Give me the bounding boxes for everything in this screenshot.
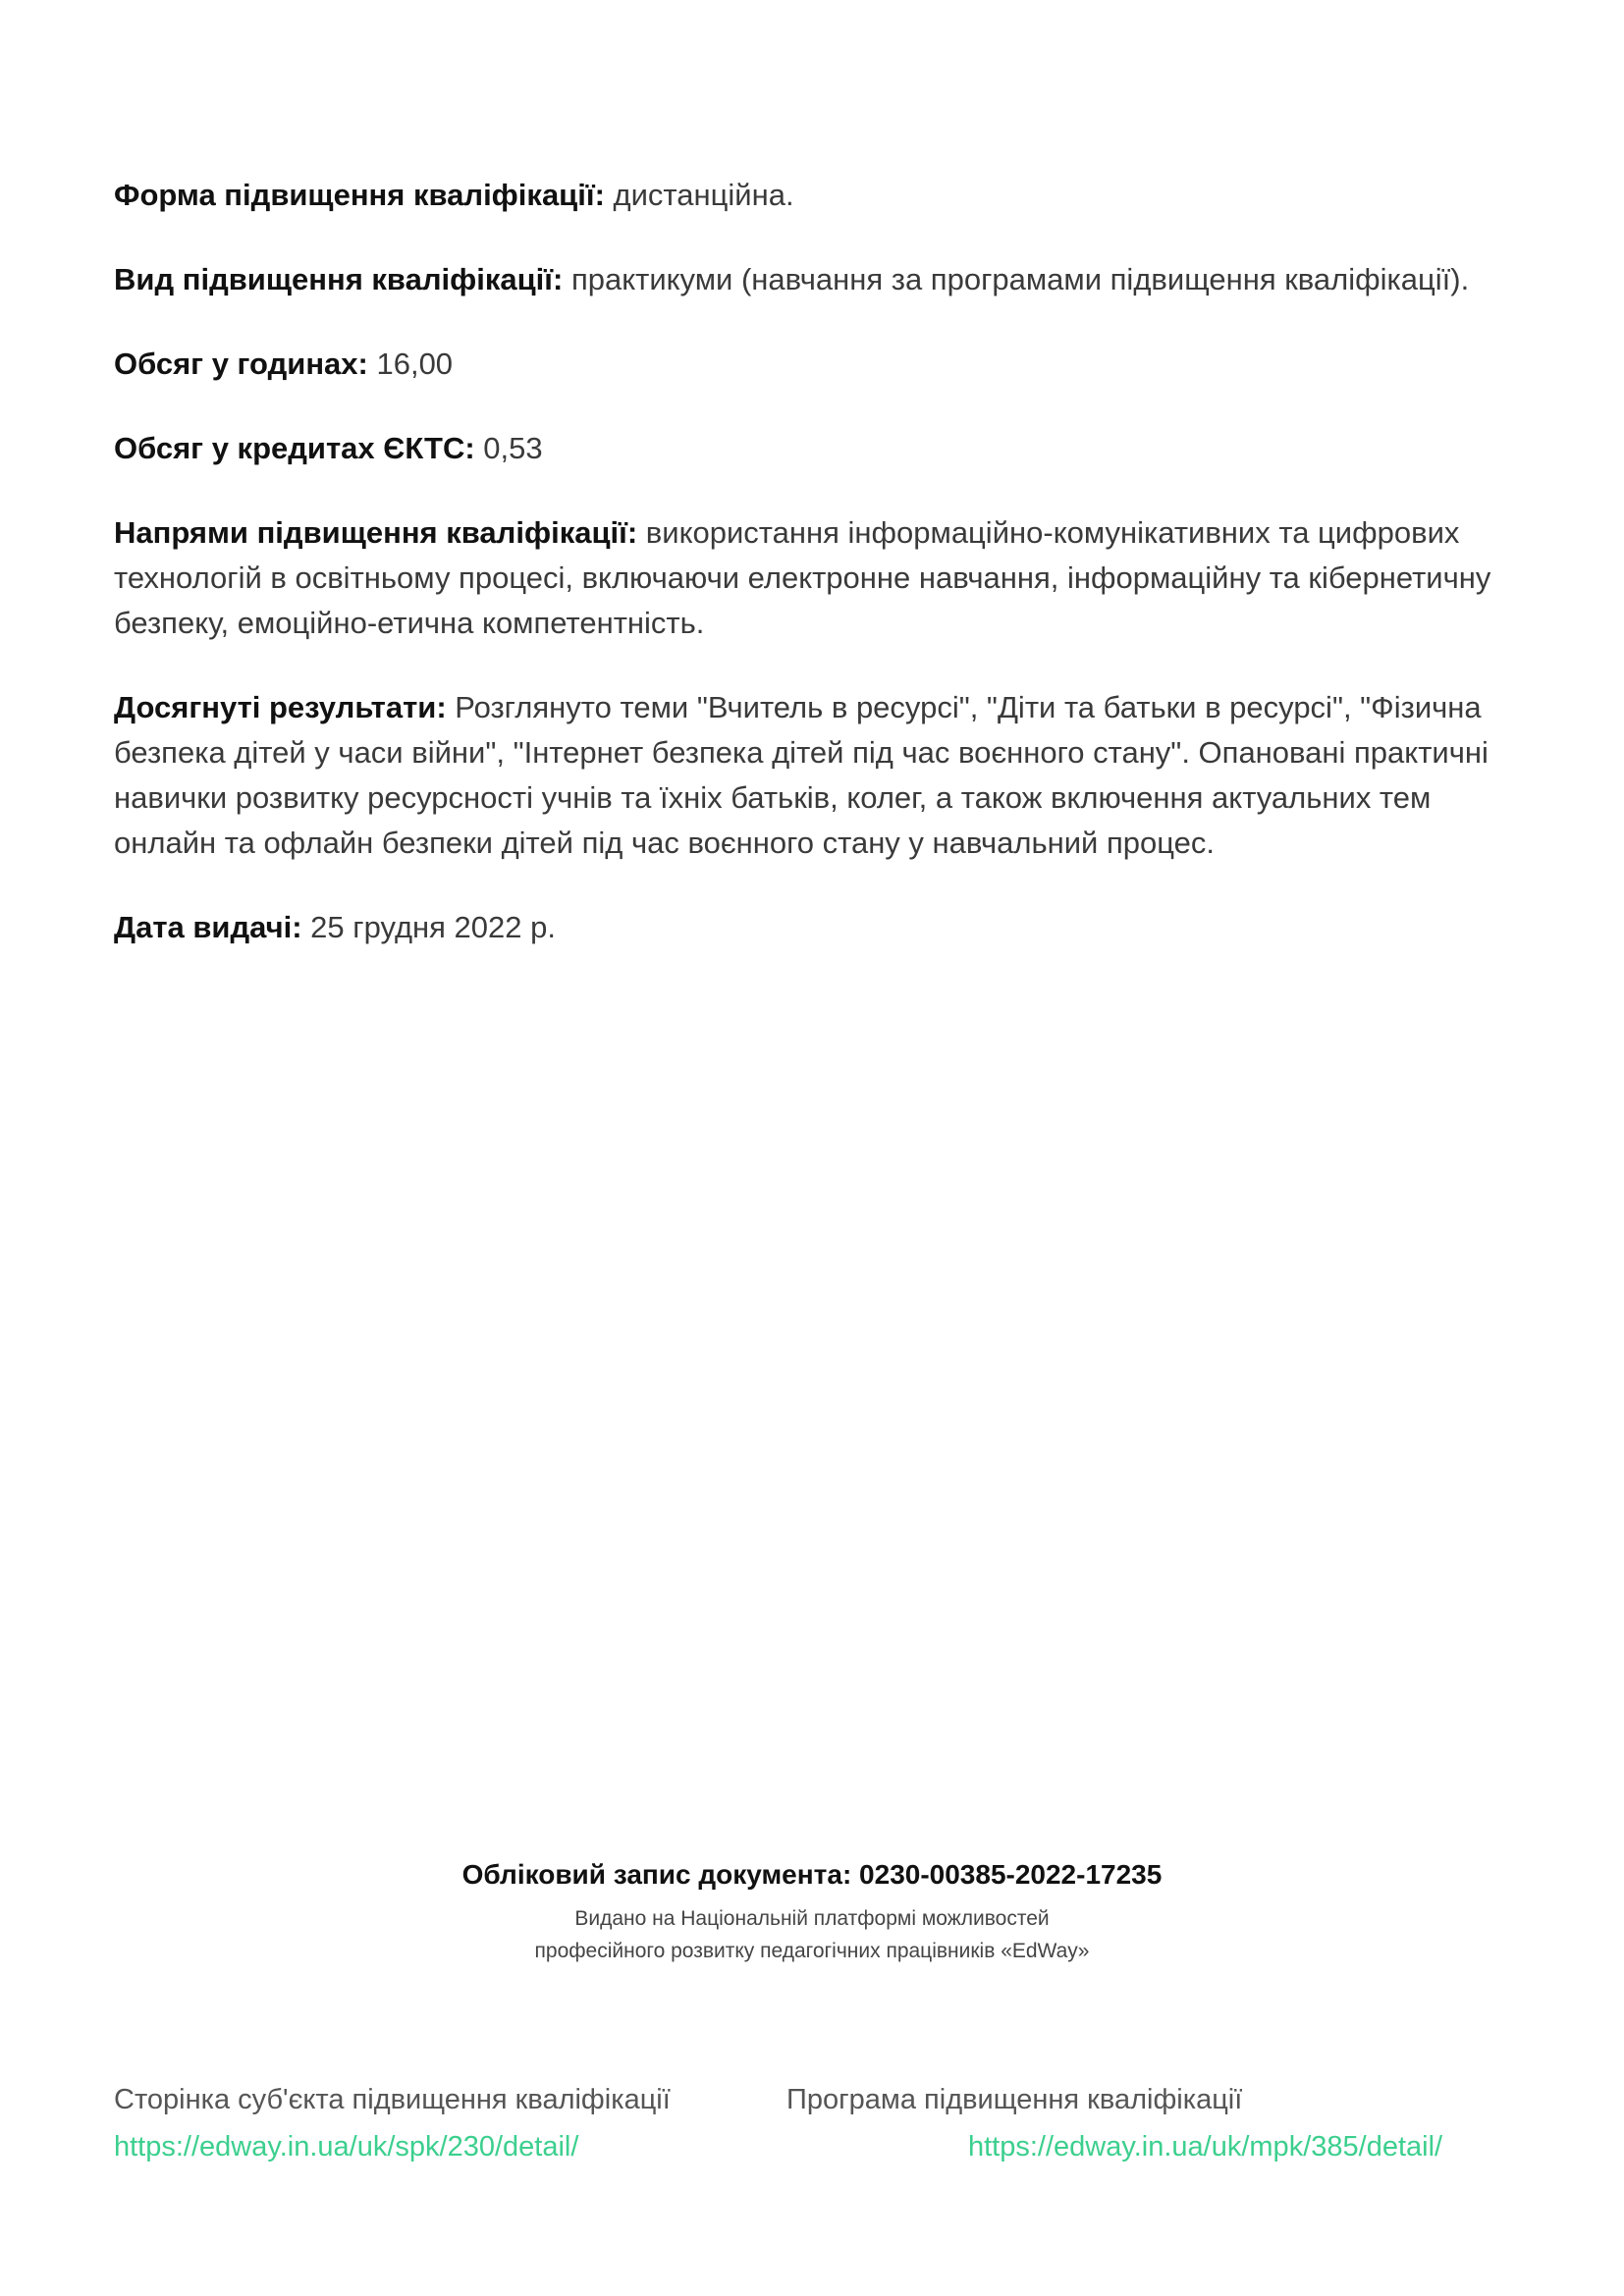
document-record-id: Обліковий запис документа: 0230-00385-2022-17235 <box>461 1859 1163 1890</box>
field-label: Досягнуті результати: <box>114 690 447 724</box>
field-value: 0,53 <box>474 431 543 465</box>
field-label: Вид підвищення кваліфікації: <box>114 262 564 296</box>
field-value: практикуми (навчання за програмами підвищення кваліфікації). <box>563 262 1470 296</box>
field-value: дистанційна. <box>604 178 794 212</box>
field-label: Дата видачі: <box>114 910 302 944</box>
field-value: 25 грудня 2022 р. <box>301 910 556 944</box>
program-page-link[interactable]: https://edway.in.ua/uk/mpk/385/detail/ <box>968 2131 1443 2163</box>
field-label: Форма підвищення кваліфікації: <box>114 178 605 212</box>
field-label: Напрями підвищення кваліфікації: <box>114 515 638 550</box>
field-value: використання інформаційно-комунікативних та цифрових технологій в освітньому процесі, включаючи електронне навчання, інформаційну та кібернетичну безпеку, емоційно-етична компетентність. <box>114 515 1491 640</box>
issued-line-2: професійного розвитку педагогічних працівників «EdWay» <box>534 1940 1090 1962</box>
program-link-title: Програма підвищення кваліфікації <box>786 2084 1243 2115</box>
field-issue-date <box>114 905 1528 950</box>
program-link-block <box>786 2076 1442 2170</box>
footer-links <box>114 2076 1528 2174</box>
field-value: 16,00 <box>367 347 454 381</box>
document-footer <box>0 1855 1624 1967</box>
field-form <box>114 173 1528 218</box>
provider-link-title: Сторінка суб'єкта підвищення кваліфікації <box>114 2084 671 2115</box>
provider-page-link[interactable]: https://edway.in.ua/uk/spk/230/detail/ <box>114 2131 579 2163</box>
field-results <box>114 685 1528 866</box>
field-label: Обсяг у кредитах ЄКТС: <box>114 431 475 465</box>
issued-note <box>0 1902 1624 1967</box>
field-label: Обсяг у годинах: <box>114 347 368 381</box>
field-credits <box>114 426 1528 471</box>
field-directions <box>114 510 1528 646</box>
provider-link-block <box>114 2076 671 2170</box>
field-hours <box>114 342 1528 387</box>
document-body <box>114 173 1528 989</box>
issued-line-1: Видано на Національній платформі можливостей <box>574 1907 1050 1930</box>
field-type <box>114 257 1528 302</box>
field-value: Розглянуто теми "Вчитель в ресурсі", "Діти та батьки в ресурсі", "Фізична безпека дітей у часи війни", "Інтернет безпека дітей під час воєнного стану". Опановані практичні навички розвитку ресурсності учнів та їхніх батьків, колег, а також включення актуальних тем онлайн та офлайн безпеки дітей під час воєнного стану у навчальний процес. <box>114 690 1489 860</box>
